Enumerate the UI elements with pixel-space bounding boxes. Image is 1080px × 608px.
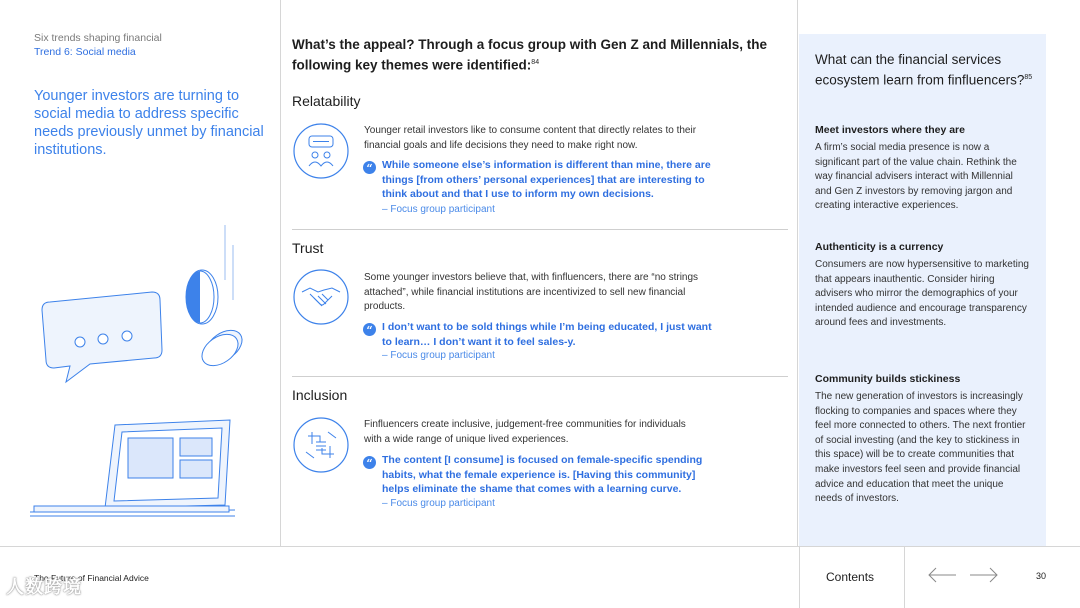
intro-statement: Younger investors are turning to social media to address specific needs previously unmet by financial institutions. xyxy=(34,88,264,158)
page-footer xyxy=(0,546,1080,608)
trust-body: Some younger investors believe that, with finfluencers, there are “no strings attached”, while financial institutions are incentivized to sell new financial products. xyxy=(364,272,699,312)
relatability-attribution: – Focus group participant xyxy=(382,204,495,215)
lessons-heading-text: What can the financial services ecosystem learn from finfluencers? xyxy=(815,52,1025,87)
page-number: 30 xyxy=(1036,571,1047,581)
contents-link[interactable]: Contents xyxy=(826,570,875,584)
lesson-title: Authenticity is a currency xyxy=(815,241,944,253)
chat-people-icon xyxy=(292,122,350,180)
previous-page-arrow-icon[interactable] xyxy=(926,565,958,585)
quote-icon: “ xyxy=(363,323,376,336)
section-title-relatability: Relatability xyxy=(292,93,361,109)
lesson-body: The new generation of investors is increasingly flocking to companies and spaces where they feel more connected to others. The next frontier of social investing (and the key to stickiness in this space) will be to create communities that make investors feel seen and provide financial advice and education that meet the unique needs of investors. xyxy=(815,391,1026,505)
section-title-inclusion: Inclusion xyxy=(292,387,348,403)
joined-hands-icon xyxy=(292,416,350,474)
footer-divider xyxy=(904,547,905,608)
report-title: The Future of Financial Advice xyxy=(34,573,149,583)
breadcrumb-report[interactable]: Six trends shaping financial xyxy=(34,32,162,44)
appeal-themes-column xyxy=(281,0,798,546)
lesson-title: Community builds stickiness xyxy=(815,373,961,385)
section-divider xyxy=(292,376,788,377)
lessons-heading-ref[interactable]: 85 xyxy=(1024,73,1033,81)
lesson-body: Consumers are now hypersensitive to marketing that appears inauthentic. Consider hiring advisers who mirror the demographics of your intended audience and encourage transparency around fees and investments. xyxy=(815,259,1029,329)
trust-quote: I don’t want to be sold things while I’m being educated, I just want to learn… I don’t want it to feel sales-y. xyxy=(382,321,712,348)
quote-icon: “ xyxy=(363,161,376,174)
appeal-heading-text: What’s the appeal? Through a focus group with Gen Z and Millennials, the following key themes were identified: xyxy=(292,37,768,73)
appeal-heading-ref[interactable]: 84 xyxy=(531,59,540,66)
relatability-quote: While someone else’s information is different than mine, there are things [from others’ personal experiences] that are interesting to think about and that I use to inform my own decisions. xyxy=(382,159,711,200)
lessons-panel xyxy=(799,34,1046,546)
next-page-arrow-icon[interactable] xyxy=(968,565,1000,585)
lesson-body: A firm’s social media presence is now a significant part of the value chain. Rethink the way financial advisers interact with Millennial and Gen Z investors by removing jargon and creating interactive experiences. xyxy=(815,142,1017,212)
quote-icon: “ xyxy=(363,456,376,469)
inclusion-attribution: – Focus group participant xyxy=(382,498,495,509)
handshake-icon xyxy=(292,268,350,326)
breadcrumb-trend[interactable]: Trend 6: Social media xyxy=(34,46,136,58)
watermark: 人数跨境 xyxy=(6,577,82,597)
footer-divider xyxy=(799,547,800,608)
social-media-illustration xyxy=(20,220,250,520)
appeal-heading xyxy=(292,36,782,75)
inclusion-body: Finfluencers create inclusive, judgement-free communities for individuals with a wide range of unique lived experiences. xyxy=(364,419,686,445)
section-divider xyxy=(292,229,788,230)
section-title-trust: Trust xyxy=(292,240,324,256)
trust-attribution: – Focus group participant xyxy=(382,350,495,361)
inclusion-quote: The content [I consume] is focused on female-specific spending habits, what the female experience is. [Having this community] helps eliminate the shame that comes with a learning curve. xyxy=(382,454,703,495)
lessons-heading xyxy=(815,51,1035,89)
lesson-title: Meet investors where they are xyxy=(815,124,965,136)
left-column xyxy=(0,0,281,546)
relatability-body: Younger retail investors like to consume content that directly relates to their financial goals and life decisions they need to make right now. xyxy=(364,125,697,151)
